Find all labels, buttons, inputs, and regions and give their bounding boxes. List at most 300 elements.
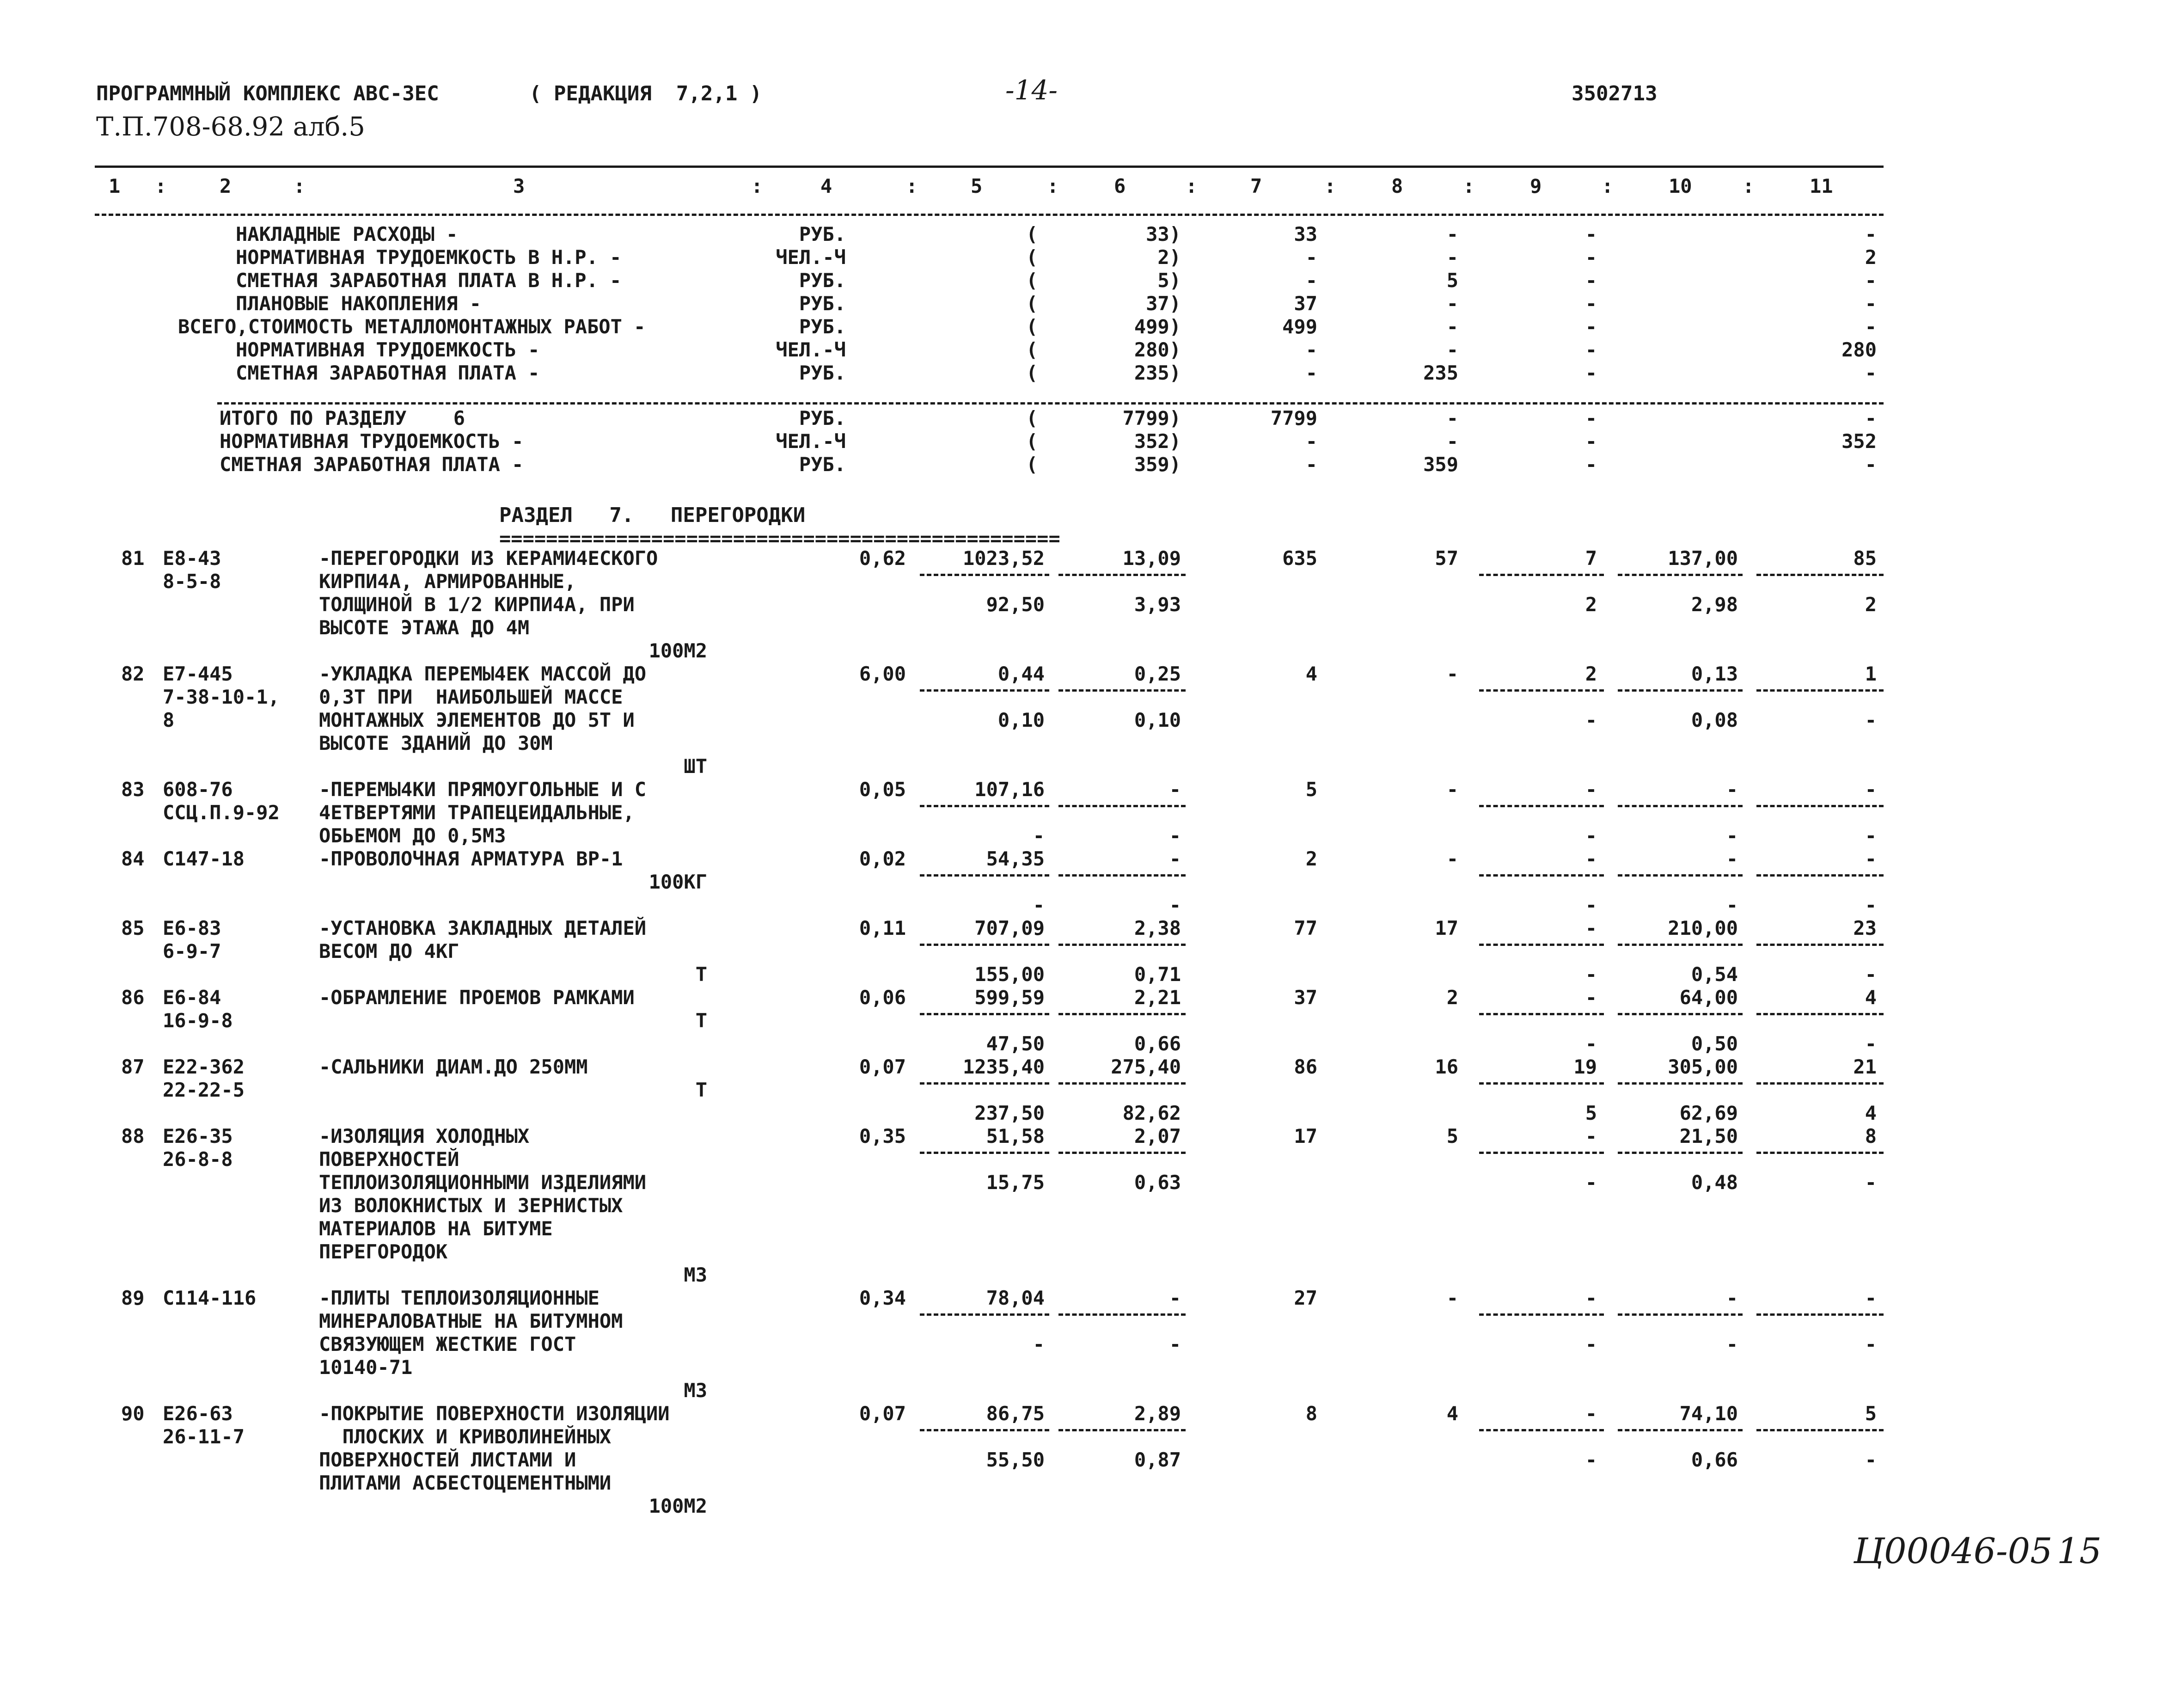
item-c9-bottom: - bbox=[1585, 894, 1597, 916]
paren: ( bbox=[1026, 223, 1038, 245]
summary-c8: 5 bbox=[1446, 269, 1458, 292]
item-c6-bottom: - bbox=[1169, 1333, 1181, 1356]
item-unit: М3 bbox=[684, 1379, 707, 1402]
item-c5-bottom: - bbox=[1033, 1333, 1045, 1356]
summary-label: НОРМАТИВНАЯ ТРУДОЕМКОСТЬ - bbox=[236, 338, 540, 361]
summary-unit: РУБ. bbox=[799, 362, 846, 384]
item-description: СВЯЗУЮЩЕМ ЖЕСТКИЕ ГОСТ bbox=[319, 1333, 576, 1356]
item-c5-bottom: 55,50 bbox=[986, 1448, 1045, 1471]
item-code: 26-8-8 bbox=[163, 1148, 233, 1171]
item-c10-top: 64,00 bbox=[1679, 986, 1738, 1009]
item-unit: ШТ bbox=[684, 755, 707, 778]
item-c5-bottom: - bbox=[1033, 824, 1045, 847]
item-description: ПЛИТАМИ АСБЕСТОЦЕМЕНТНЫМИ bbox=[319, 1472, 612, 1494]
item-quantity: 0,02 bbox=[859, 847, 906, 870]
item-c10-top: - bbox=[1726, 847, 1738, 870]
item-unit: М3 bbox=[684, 1264, 707, 1286]
summary-c11: - bbox=[1865, 407, 1877, 429]
cell-divider bbox=[1058, 574, 1186, 576]
item-c6-bottom: - bbox=[1169, 824, 1181, 847]
item-c5-bottom: 155,00 bbox=[974, 963, 1045, 986]
item-c6-bottom: 0,71 bbox=[1134, 963, 1181, 986]
item-c11-top: 23 bbox=[1853, 917, 1877, 939]
item-c7: 86 bbox=[1294, 1055, 1317, 1078]
cell-divider bbox=[1058, 1013, 1186, 1015]
cell-divider bbox=[1756, 874, 1884, 877]
cell-divider bbox=[1618, 874, 1743, 877]
item-c6-top: 275,40 bbox=[1111, 1055, 1181, 1078]
item-description: -ПРОВОЛОЧНАЯ АРМАТУРА ВР-1 bbox=[319, 847, 623, 870]
item-quantity: 0,62 bbox=[859, 547, 906, 570]
summary-c11: 280 bbox=[1841, 338, 1877, 361]
item-quantity: 0,06 bbox=[859, 986, 906, 1009]
item-quantity: 0,35 bbox=[859, 1125, 906, 1147]
item-c5-bottom: 47,50 bbox=[986, 1032, 1045, 1055]
summary-label: ИТОГО ПО РАЗДЕЛУ 6 bbox=[220, 407, 465, 429]
item-description: -ИЗОЛЯЦИЯ ХОЛОДНЫХ bbox=[319, 1125, 530, 1147]
item-c7: 27 bbox=[1294, 1287, 1317, 1309]
paren: ( bbox=[1026, 362, 1038, 384]
col-header-2: 2 bbox=[220, 175, 232, 197]
item-c9-top: 2 bbox=[1585, 662, 1597, 685]
summary-c6: 359) bbox=[1134, 453, 1181, 476]
summary-label: НАКЛАДНЫЕ РАСХОДЫ - bbox=[236, 223, 458, 245]
summary-c7: 7799 bbox=[1270, 407, 1317, 429]
cell-divider bbox=[1756, 689, 1884, 692]
item-c5-bottom: 0,10 bbox=[997, 709, 1045, 731]
col-header-1: 1 bbox=[109, 175, 121, 197]
item-code: Е26-35 bbox=[163, 1125, 233, 1147]
item-c9-top: - bbox=[1585, 1287, 1597, 1309]
item-code: 16-9-8 bbox=[163, 1009, 233, 1032]
item-c8: 16 bbox=[1435, 1055, 1458, 1078]
item-c7: 2 bbox=[1305, 847, 1317, 870]
summary-c7: - bbox=[1305, 246, 1317, 269]
item-unit: 100М2 bbox=[648, 639, 707, 662]
cell-divider bbox=[1618, 1429, 1743, 1431]
summary-c7: - bbox=[1305, 362, 1317, 384]
summary-c11: 352 bbox=[1841, 430, 1877, 453]
cell-divider bbox=[1058, 689, 1186, 692]
summary-c7: - bbox=[1305, 338, 1317, 361]
item-quantity: 0,34 bbox=[859, 1287, 906, 1309]
item-c11-bottom: - bbox=[1865, 1032, 1877, 1055]
summary-c6: 352) bbox=[1134, 430, 1181, 453]
paren: ( bbox=[1026, 430, 1038, 453]
item-unit: Т bbox=[695, 1009, 707, 1032]
item-quantity: 0,05 bbox=[859, 778, 906, 801]
item-number: 85 bbox=[121, 917, 145, 939]
item-c8: - bbox=[1446, 847, 1458, 870]
summary-c11: - bbox=[1865, 453, 1877, 476]
item-quantity: 6,00 bbox=[859, 662, 906, 685]
summary-unit: ЧЕЛ.-Ч bbox=[776, 430, 846, 453]
summary-c8: - bbox=[1446, 315, 1458, 338]
paren: ( bbox=[1026, 315, 1038, 338]
cell-divider bbox=[1618, 1152, 1743, 1154]
item-c10-top: 74,10 bbox=[1679, 1402, 1738, 1425]
summary-c8: 359 bbox=[1423, 453, 1458, 476]
item-code: Е8-43 bbox=[163, 547, 221, 570]
item-c5-top: 1023,52 bbox=[962, 547, 1045, 570]
item-c5-top: 86,75 bbox=[986, 1402, 1045, 1425]
item-c9-bottom: - bbox=[1585, 1032, 1597, 1055]
item-c11-bottom: 4 bbox=[1865, 1102, 1877, 1124]
cell-divider bbox=[1479, 1429, 1604, 1431]
item-c6-top: 2,38 bbox=[1134, 917, 1181, 939]
item-c10-bottom: 0,66 bbox=[1691, 1448, 1738, 1471]
cell-divider bbox=[1756, 1313, 1884, 1316]
cell-divider bbox=[1479, 1313, 1604, 1316]
item-c7: 8 bbox=[1305, 1402, 1317, 1425]
item-c11-bottom: - bbox=[1865, 1333, 1877, 1356]
item-description: ОБЬЕМОМ ДО 0,5М3 bbox=[319, 824, 506, 847]
item-c7: 17 bbox=[1294, 1125, 1317, 1147]
item-c10-bottom: 0,50 bbox=[1691, 1032, 1738, 1055]
item-c5-bottom: 237,50 bbox=[974, 1102, 1045, 1124]
item-c5-bottom: 92,50 bbox=[986, 593, 1045, 616]
paren: ( bbox=[1026, 407, 1038, 429]
item-description: ТОЛЩИНОЙ В 1/2 КИРПИ4А, ПРИ bbox=[319, 593, 635, 616]
item-number: 83 bbox=[121, 778, 145, 801]
item-c7: 37 bbox=[1294, 986, 1317, 1009]
summary-c11: - bbox=[1865, 362, 1877, 384]
item-c8: 5 bbox=[1446, 1125, 1458, 1147]
item-description: ПОВЕРХНОСТЕЙ ЛИСТАМИ И bbox=[319, 1448, 576, 1471]
item-c10-bottom: 62,69 bbox=[1679, 1102, 1738, 1124]
item-unit: 100КГ bbox=[648, 871, 707, 893]
cell-divider bbox=[920, 944, 1049, 946]
item-code: Е7-445 bbox=[163, 662, 233, 685]
table-top-rule bbox=[95, 166, 1884, 168]
item-c11-bottom: - bbox=[1865, 1171, 1877, 1194]
summary-c9: - bbox=[1585, 315, 1597, 338]
item-number: 90 bbox=[121, 1402, 145, 1425]
item-c9-top: - bbox=[1585, 847, 1597, 870]
cell-divider bbox=[1479, 1082, 1604, 1085]
summary-c9: - bbox=[1585, 407, 1597, 429]
item-c6-bottom: 0,63 bbox=[1134, 1171, 1181, 1194]
summary-c9: - bbox=[1585, 362, 1597, 384]
summary-c6: 7799) bbox=[1122, 407, 1181, 429]
item-c5-top: 707,09 bbox=[974, 917, 1045, 939]
document-code: 3502713 bbox=[1572, 82, 1658, 105]
col-header-7: 7 bbox=[1250, 175, 1262, 197]
item-c5-bottom: 15,75 bbox=[986, 1171, 1045, 1194]
item-c10-bottom: 2,98 bbox=[1691, 593, 1738, 616]
item-c9-top: 7 bbox=[1585, 547, 1597, 570]
program-name: ПРОГРАММНЫЙ КОМПЛЕКС АВС-ЗЕС bbox=[96, 82, 439, 105]
item-number: 86 bbox=[121, 986, 145, 1009]
item-code: ССЦ.П.9-92 bbox=[163, 801, 280, 824]
item-description: ПЛОСКИХ И КРИВОЛИНЕЙНЫХ bbox=[319, 1425, 612, 1448]
cell-divider bbox=[1479, 1013, 1604, 1015]
item-c8: - bbox=[1446, 778, 1458, 801]
summary-c7: - bbox=[1305, 453, 1317, 476]
item-c11-bottom: - bbox=[1865, 963, 1877, 986]
summary-c7: 33 bbox=[1294, 223, 1317, 245]
item-description: ТЕПЛОИЗОЛЯЦИОННЫМИ ИЗДЕЛИЯМИ bbox=[319, 1171, 647, 1194]
item-c10-top: 0,13 bbox=[1691, 662, 1738, 685]
item-c8: 17 bbox=[1435, 917, 1458, 939]
item-c10-top: - bbox=[1726, 778, 1738, 801]
item-c8: 4 bbox=[1446, 1402, 1458, 1425]
item-c11-top: 21 bbox=[1853, 1055, 1877, 1078]
page-mark: -14- bbox=[1005, 74, 1058, 106]
item-c11-bottom: - bbox=[1865, 709, 1877, 731]
summary-c8: - bbox=[1446, 223, 1458, 245]
summary-unit: ЧЕЛ.-Ч bbox=[776, 338, 846, 361]
cell-divider bbox=[1479, 1152, 1604, 1154]
summary-c6: 499) bbox=[1134, 315, 1181, 338]
item-code: Е26-63 bbox=[163, 1402, 233, 1425]
item-description: -ОБРАМЛЕНИЕ ПРОЕМОВ РАМКАМИ bbox=[319, 986, 635, 1009]
cell-divider bbox=[1618, 1313, 1743, 1316]
summary-c9: - bbox=[1585, 223, 1597, 245]
item-code: 608-76 bbox=[163, 778, 233, 801]
item-c6-top: 0,25 bbox=[1134, 662, 1181, 685]
item-description: -ПЕРЕГОРОДКИ ИЗ КЕРАМИ4ЕСКОГО bbox=[319, 547, 658, 570]
summary-c9: - bbox=[1585, 269, 1597, 292]
item-c11-bottom: - bbox=[1865, 894, 1877, 916]
item-description: ВЕСОМ ДО 4КГ bbox=[319, 940, 459, 963]
summary-c7: 37 bbox=[1294, 292, 1317, 315]
cell-divider bbox=[1058, 1313, 1186, 1316]
summary-label: СМЕТНАЯ ЗАРАБОТНАЯ ПЛАТА - bbox=[220, 453, 524, 476]
summary-c6: 37) bbox=[1146, 292, 1181, 315]
item-c9-bottom: - bbox=[1585, 824, 1597, 847]
item-c7: 5 bbox=[1305, 778, 1317, 801]
cell-divider bbox=[920, 1013, 1049, 1015]
summary-c9: - bbox=[1585, 292, 1597, 315]
section-title: РАЗДЕЛ 7. ПЕРЕГОРОДКИ bbox=[499, 503, 806, 527]
item-c9-bottom: - bbox=[1585, 1171, 1597, 1194]
item-c11-top: - bbox=[1865, 778, 1877, 801]
cell-divider bbox=[1058, 1082, 1186, 1085]
item-c9-bottom: - bbox=[1585, 963, 1597, 986]
item-c6-top: 13,09 bbox=[1122, 547, 1181, 570]
item-code: Е22-362 bbox=[163, 1055, 245, 1078]
cell-divider bbox=[1756, 1013, 1884, 1015]
item-c6-bottom: 0,66 bbox=[1134, 1032, 1181, 1055]
cell-divider bbox=[920, 574, 1049, 576]
cell-divider bbox=[1058, 1429, 1186, 1431]
summary-label: НОРМАТИВНАЯ ТРУДОЕМКОСТЬ - bbox=[220, 430, 524, 453]
cell-divider bbox=[1618, 1082, 1743, 1085]
item-c5-top: 599,59 bbox=[974, 986, 1045, 1009]
item-c10-bottom: 0,08 bbox=[1691, 709, 1738, 731]
col-header-6: 6 bbox=[1114, 175, 1126, 197]
document-page: ПРОГРАММНЫЙ КОМПЛЕКС АВС-ЗЕС ( РЕДАКЦИЯ 7,2,1 ) -14- 3502713 Т.П.708-68.92 алб.5 1 : 2 : 3 : 4 : 5 : 6 : 7 : 8 : 9 : 10 : 11 НАКЛАДНЫЕ РАСХОДЫ - РУБ. ( 33) 33 - - - НОРМАТИВНАЯ ТРУДОЕМКОСТЬ В Н.Р. - ЧЕЛ.-Ч ( 2) - - - 2 СМЕТНАЯ ЗАРАБОТНАЯ ПЛАТА В Н.Р. - РУБ. ( 5) - 5 - - ПЛАНОВЫЕ НАКОПЛЕНИЯ - РУБ. ( 37) 37 - - - ВСЕГО,СТОИМОСТЬ МЕТАЛЛОМОНТАЖНЫХ РАБОТ - РУБ. ( 499) 499 - - - НОРМАТИВНАЯ ТРУДОЕМКОСТЬ - ЧЕЛ.-Ч ( 280) - - - 280 СМЕТНАЯ ЗАРАБОТНАЯ ПЛАТА - РУБ. ( 235) - 235 - - ИТОГО ПО РАЗДЕЛУ 6 РУБ. ( 7799) 7799 - - - НОРМАТИВНАЯ ТРУДОЕМКОСТЬ - ЧЕЛ.-Ч ( 352) - - - 352 СМЕТНАЯ ЗАРАБОТНАЯ ПЛАТА - РУБ. ( 359) - 359 - - РАЗДЕЛ 7. ПЕРЕГОРОДКИ ================================================ 81 Е8-43 8-5-8 -ПЕРЕГОРОДКИ ИЗ КЕРАМИ4ЕСКОГО КИРПИ4А, АРМИРОВАННЫЕ, ТОЛЩИНОЙ В 1/2 КИРПИ4А, ПРИ ВЫСОТЕ ЭТАЖА ДО 4М 100М2 0,62 1023,52 13,09 635 57 7 137,00 85 92,50 3,93 2 2,98 2 82 Е7-445 7-38-10-1, 8 -УКЛАДКА ПЕРЕМЫ4ЕК МАССОЙ ДО 0,3Т ПРИ НАИБОЛЬШЕЙ МАССЕ МОНТАЖНЫХ ЭЛЕМЕНТОВ ДО 5Т И ВЫСОТЕ ЗДАНИЙ ДО 30М ШТ 6,00 0,44 0,25 4 - 2 0,13 1 0,10 0,10 - 0,08 - 83 608-76 ССЦ.П.9-92 -ПЕРЕМЫ4КИ ПРЯМОУГОЛЬНЫЕ И С 4ЕТВЕРТЯМИ ТРАПЕЦЕИДАЛЬНЫЕ, ОБЬЕМОМ ДО 0,5М3 0,05 107,16 - 5 - - - - - - - - - 84 С147-18 -ПРОВОЛОЧНАЯ АРМАТУРА ВР-1 100КГ 0,02 54,35 - 2 - - - - - - - - - 85 Е6-83 6-9-7 -УСТАНОВКА ЗАКЛАДНЫХ ДЕТАЛЕЙ ВЕСОМ ДО 4КГ Т 0,11 707,09 2,38 77 17 - 210,00 23 155,00 0,71 - 0,54 - 86 Е6-84 16-9-8 -ОБРАМЛЕНИЕ ПРОЕМОВ РАМКАМИ Т 0,06 599,59 2,21 37 2 - 64,00 4 47,50 0,66 - 0,50 - 87 Е22-362 22-22-5 -САЛЬНИКИ ДИАМ.ДО 250ММ Т 0,07 1235,40 275,40 86 16 19 305,00 21 237,50 82,62 5 62,69 4 88 Е26-35 26-8-8 -ИЗОЛЯЦИЯ ХОЛОДНЫХ ПОВЕРХНОСТЕЙ ТЕПЛОИЗОЛЯЦИОННЫМИ ИЗДЕЛИЯМИ ИЗ ВОЛОКНИСТЫХ И ЗЕРНИСТЫХ МАТЕРИАЛОВ НА БИТУМЕ ПЕРЕГОРОДОК М3 0,35 51,58 2,07 17 5 - 21,50 8 15,75 0,63 - 0,48 - 89 С114-116 -ПЛИТЫ ТЕПЛОИЗОЛЯЦИОННЫЕ МИНЕРАЛОВАТНЫЕ НА БИТУМНОМ СВЯЗУЮЩЕМ ЖЕСТКИЕ ГОСТ 10140-71 М3 0,34 78,04 - 27 - - - - - - - - - 90 Е26-63 26-11-7 -ПОКРЫТИЕ ПОВЕРХНОСТИ ИЗОЛЯЦИИ ПЛОСКИХ И КРИВОЛИНЕЙНЫХ ПОВЕРХНОСТЕЙ ЛИСТАМИ И ПЛИТАМИ АСБЕСТОЦЕМЕНТНЫМИ 100М2 0,07 86,75 2,89 8 4 - 74,10 5 55,50 0,87 - 0,66 - Ц00046-05 15 bbox=[0, 0, 2184, 1693]
header-bottom-rule bbox=[95, 214, 1884, 216]
summary-c6: 280) bbox=[1134, 338, 1181, 361]
item-description: -УСТАНОВКА ЗАКЛАДНЫХ ДЕТАЛЕЙ bbox=[319, 917, 647, 939]
item-c6-bottom: 3,93 bbox=[1134, 593, 1181, 616]
item-c6-top: 2,07 bbox=[1134, 1125, 1181, 1147]
summary-c11: - bbox=[1865, 292, 1877, 315]
item-c9-top: - bbox=[1585, 917, 1597, 939]
item-c10-bottom: - bbox=[1726, 824, 1738, 847]
item-description: ПОВЕРХНОСТЕЙ bbox=[319, 1148, 459, 1171]
item-c6-bottom: - bbox=[1169, 894, 1181, 916]
item-c5-bottom: - bbox=[1033, 894, 1045, 916]
item-description: МАТЕРИАЛОВ НА БИТУМЕ bbox=[319, 1217, 553, 1240]
cell-divider bbox=[1479, 944, 1604, 946]
summary-unit: ЧЕЛ.-Ч bbox=[776, 246, 846, 269]
summary-unit: РУБ. bbox=[799, 292, 846, 315]
summary-c6: 33) bbox=[1146, 223, 1181, 245]
cell-divider bbox=[1618, 689, 1743, 692]
summary-label: ВСЕГО,СТОИМОСТЬ МЕТАЛЛОМОНТАЖНЫХ РАБОТ - bbox=[178, 315, 646, 338]
cell-divider bbox=[1618, 1013, 1743, 1015]
item-description: ВЫСОТЕ ЭТАЖА ДО 4М bbox=[319, 616, 530, 639]
summary-unit: РУБ. bbox=[799, 453, 846, 476]
item-c7: 4 bbox=[1305, 662, 1317, 685]
item-code: 8 bbox=[163, 709, 175, 731]
cell-divider bbox=[1618, 574, 1743, 576]
col-header-4: 4 bbox=[820, 175, 832, 197]
summary-c9: - bbox=[1585, 246, 1597, 269]
item-description: КИРПИ4А, АРМИРОВАННЫЕ, bbox=[319, 570, 576, 593]
cell-divider bbox=[920, 1152, 1049, 1154]
summary-c8: - bbox=[1446, 407, 1458, 429]
item-c10-bottom: 0,54 bbox=[1691, 963, 1738, 986]
summary-c8: - bbox=[1446, 430, 1458, 453]
item-c11-top: 5 bbox=[1865, 1402, 1877, 1425]
summary-c8: - bbox=[1446, 338, 1458, 361]
col-header-10: 10 bbox=[1669, 175, 1692, 197]
cell-divider bbox=[1479, 874, 1604, 877]
item-c6-top: - bbox=[1169, 847, 1181, 870]
item-c8: 2 bbox=[1446, 986, 1458, 1009]
item-c8: - bbox=[1446, 1287, 1458, 1309]
item-c7: 77 bbox=[1294, 917, 1317, 939]
item-c6-top: - bbox=[1169, 778, 1181, 801]
item-c10-bottom: 0,48 bbox=[1691, 1171, 1738, 1194]
item-description: 4ЕТВЕРТЯМИ ТРАПЕЦЕИДАЛЬНЫЕ, bbox=[319, 801, 635, 824]
summary-c7: - bbox=[1305, 430, 1317, 453]
item-code: Е6-83 bbox=[163, 917, 221, 939]
item-c11-top: - bbox=[1865, 1287, 1877, 1309]
cell-divider bbox=[920, 1429, 1049, 1431]
summary-c8: 235 bbox=[1423, 362, 1458, 384]
item-description: МИНЕРАЛОВАТНЫЕ НА БИТУМНОМ bbox=[319, 1310, 623, 1332]
cell-divider bbox=[1756, 1082, 1884, 1085]
item-description: -ПЛИТЫ ТЕПЛОИЗОЛЯЦИОННЫЕ bbox=[319, 1287, 600, 1309]
cell-divider bbox=[1618, 944, 1743, 946]
paren: ( bbox=[1026, 292, 1038, 315]
item-c5-top: 51,58 bbox=[986, 1125, 1045, 1147]
cell-divider bbox=[1756, 805, 1884, 807]
item-c10-bottom: - bbox=[1726, 1333, 1738, 1356]
cell-divider bbox=[1756, 1152, 1884, 1154]
subtitle: Т.П.708-68.92 алб.5 bbox=[96, 112, 365, 142]
item-quantity: 0,07 bbox=[859, 1055, 906, 1078]
item-c9-top: - bbox=[1585, 1125, 1597, 1147]
summary-unit: РУБ. bbox=[799, 407, 846, 429]
cell-divider bbox=[1479, 574, 1604, 576]
item-number: 82 bbox=[121, 662, 145, 685]
section-underline: ================================================ bbox=[499, 527, 1060, 550]
item-c10-top: - bbox=[1726, 1287, 1738, 1309]
summary-c9: - bbox=[1585, 453, 1597, 476]
item-quantity: 0,11 bbox=[859, 917, 906, 939]
summary-c11: - bbox=[1865, 269, 1877, 292]
cell-divider bbox=[920, 689, 1049, 692]
col-header-9: 9 bbox=[1530, 175, 1542, 197]
item-number: 87 bbox=[121, 1055, 145, 1078]
item-c6-bottom: 82,62 bbox=[1122, 1102, 1181, 1124]
summary-c8: - bbox=[1446, 292, 1458, 315]
summary-c6: 235) bbox=[1134, 362, 1181, 384]
item-c11-top: 4 bbox=[1865, 986, 1877, 1009]
item-quantity: 0,07 bbox=[859, 1402, 906, 1425]
paren: ( bbox=[1026, 453, 1038, 476]
page-number: 15 bbox=[2057, 1530, 2102, 1571]
item-code: Е6-84 bbox=[163, 986, 221, 1009]
item-description: 10140-71 bbox=[319, 1356, 413, 1379]
item-description: -УКЛАДКА ПЕРЕМЫ4ЕК МАССОЙ ДО bbox=[319, 662, 647, 685]
cell-divider bbox=[1058, 1152, 1186, 1154]
summary-label: НОРМАТИВНАЯ ТРУДОЕМКОСТЬ В Н.Р. - bbox=[236, 246, 622, 269]
item-c11-bottom: - bbox=[1865, 1448, 1877, 1471]
item-number: 89 bbox=[121, 1287, 145, 1309]
item-c5-top: 1235,40 bbox=[962, 1055, 1045, 1078]
item-unit: 100М2 bbox=[648, 1495, 707, 1517]
item-c9-bottom: - bbox=[1585, 709, 1597, 731]
summary-c8: - bbox=[1446, 246, 1458, 269]
item-c11-top: - bbox=[1865, 847, 1877, 870]
item-c9-top: 19 bbox=[1573, 1055, 1597, 1078]
item-unit: Т bbox=[695, 963, 707, 986]
item-c6-bottom: 0,10 bbox=[1134, 709, 1181, 731]
summary-unit: РУБ. bbox=[799, 269, 846, 292]
item-c6-top: 2,89 bbox=[1134, 1402, 1181, 1425]
paren: ( bbox=[1026, 338, 1038, 361]
cell-divider bbox=[1058, 874, 1186, 877]
item-code: 22-22-5 bbox=[163, 1079, 245, 1101]
summary-c6: 5) bbox=[1157, 269, 1181, 292]
item-c11-top: 8 bbox=[1865, 1125, 1877, 1147]
item-code: 7-38-10-1, bbox=[163, 686, 280, 708]
item-c6-bottom: 0,87 bbox=[1134, 1448, 1181, 1471]
summary-c9: - bbox=[1585, 430, 1597, 453]
cell-divider bbox=[1756, 944, 1884, 946]
item-code: 26-11-7 bbox=[163, 1425, 245, 1448]
item-c5-top: 0,44 bbox=[997, 662, 1045, 685]
item-c9-bottom: - bbox=[1585, 1333, 1597, 1356]
edition-label: ( РЕДАКЦИЯ 7,2,1 ) bbox=[529, 82, 762, 105]
handwritten-doc-number: Ц00046-05 bbox=[1854, 1530, 2053, 1571]
item-c10-top: 21,50 bbox=[1679, 1125, 1738, 1147]
item-c6-top: - bbox=[1169, 1287, 1181, 1309]
item-description: ИЗ ВОЛОКНИСТЫХ И ЗЕРНИСТЫХ bbox=[319, 1194, 623, 1217]
item-description: -ПЕРЕМЫ4КИ ПРЯМОУГОЛЬНЫЕ И С bbox=[319, 778, 647, 801]
cell-divider bbox=[1058, 944, 1186, 946]
item-c6-top: 2,21 bbox=[1134, 986, 1181, 1009]
summary-c6: 2) bbox=[1157, 246, 1181, 269]
item-c9-top: - bbox=[1585, 986, 1597, 1009]
cell-divider bbox=[920, 805, 1049, 807]
cell-divider bbox=[1756, 574, 1884, 576]
col-header-5: 5 bbox=[971, 175, 983, 197]
item-c5-top: 107,16 bbox=[974, 778, 1045, 801]
item-c10-bottom: - bbox=[1726, 894, 1738, 916]
item-number: 84 bbox=[121, 847, 145, 870]
summary-c11: 2 bbox=[1865, 246, 1877, 269]
col-header-8: 8 bbox=[1391, 175, 1403, 197]
item-c5-top: 78,04 bbox=[986, 1287, 1045, 1309]
